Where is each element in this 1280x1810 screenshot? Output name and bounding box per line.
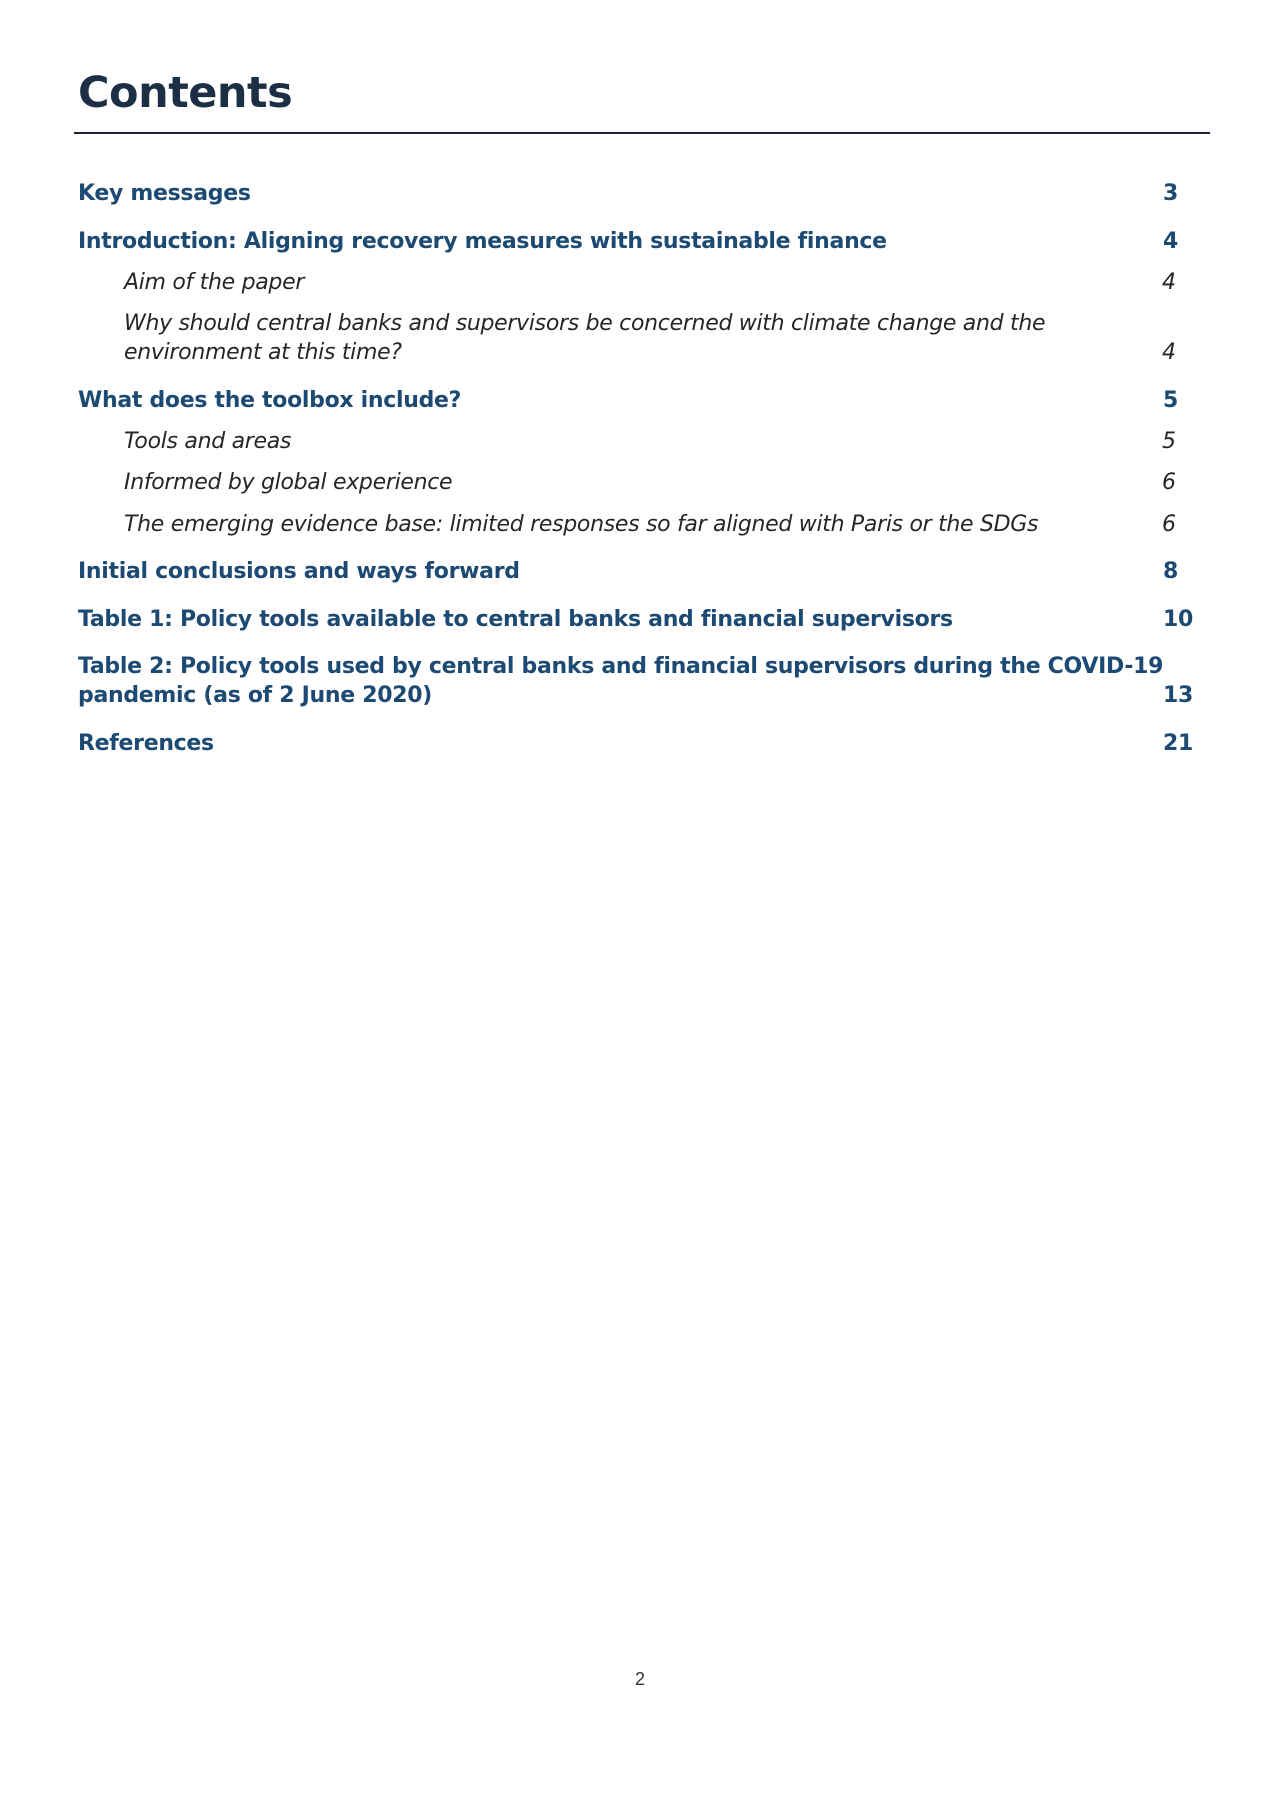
toc-entry-title: Initial conclusions and ways forward bbox=[78, 559, 520, 584]
toc-entry-page-number: 4 bbox=[1162, 270, 1176, 295]
toc-entry-title: The emerging evidence base: limited responses so far aligned with Paris or the SDGs bbox=[124, 512, 1039, 537]
page-title: Contents bbox=[78, 68, 293, 118]
toc-entry-page-number: 6 bbox=[1162, 512, 1176, 537]
toc-entry-title: References bbox=[78, 731, 214, 756]
title-divider bbox=[74, 132, 1210, 134]
toc-entry-page-number: 5 bbox=[1163, 388, 1179, 413]
toc-entry-title-line-2: environment at this time? bbox=[124, 340, 402, 365]
toc-entry-title-line-1: Why should central banks and supervisors be concerned with climate change and the bbox=[124, 311, 1046, 336]
toc-entry-title-line-1: Table 2: Policy tools used by central banks and financial supervisors during the COVID-19 bbox=[78, 654, 1164, 679]
toc-entry-page-number: 6 bbox=[1162, 470, 1176, 495]
toc-entry-page-number: 8 bbox=[1163, 559, 1179, 584]
toc-entry-page-number: 10 bbox=[1163, 607, 1194, 632]
toc-entry-page-number: 13 bbox=[1163, 683, 1194, 708]
toc-entry-title: Tools and areas bbox=[124, 429, 292, 454]
toc-entry-title: Introduction: Aligning recovery measures with sustainable finance bbox=[78, 229, 887, 254]
toc-entry-title: Table 1: Policy tools available to central banks and financial supervisors bbox=[78, 607, 953, 632]
toc-entry-title-line-2: pandemic (as of 2 June 2020) bbox=[78, 683, 433, 708]
page-number: 2 bbox=[634, 1669, 645, 1689]
toc-entry-page-number: 21 bbox=[1163, 731, 1194, 756]
toc-entry-title: What does the toolbox include? bbox=[78, 388, 462, 413]
toc-entry-page-number: 4 bbox=[1163, 229, 1179, 254]
toc-entry-title: Key messages bbox=[78, 181, 251, 206]
toc-entry-title: Aim of the paper bbox=[124, 270, 305, 295]
toc-entry-page-number: 3 bbox=[1163, 181, 1179, 206]
toc-entry-title: Informed by global experience bbox=[124, 470, 453, 495]
toc-entry-page-number: 5 bbox=[1162, 429, 1176, 454]
toc-entry-page-number: 4 bbox=[1162, 340, 1176, 365]
